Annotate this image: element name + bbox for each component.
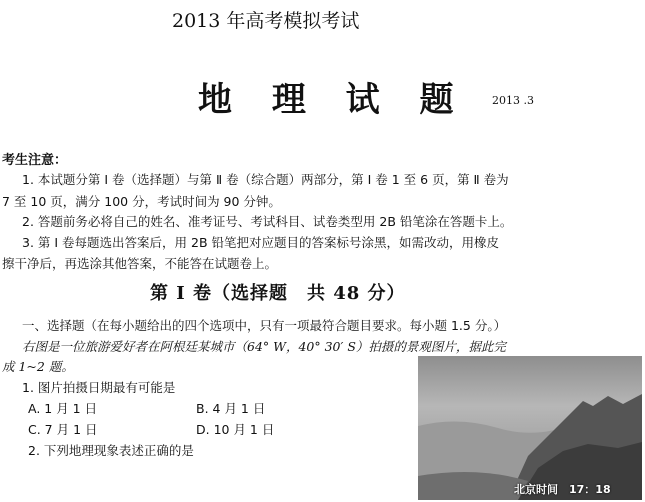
section-instruction: 一、选择题（在每小题给出的四个选项中，只有一项最符合题目要求。每小题 1.5 分。） xyxy=(22,318,507,333)
option-c: C. 7 月 1 日 xyxy=(28,422,98,437)
option-d: D. 10 月 1 日 xyxy=(196,422,275,437)
landscape-photo xyxy=(418,356,642,500)
intro-text: 右图是一位旅游爱好者在阿根廷某城市（64° W，40° 30′ S）拍摄的景观图片，据此完 xyxy=(22,339,506,354)
notice-line: 7 至 10 页，满分 100 分，考试时间为 90 分钟。 xyxy=(2,194,281,209)
section-title: 第 Ⅰ 卷（选择题 共 48 分） xyxy=(150,283,406,304)
photo-scene xyxy=(418,356,642,500)
notice-heading: 考生注意： xyxy=(2,153,68,168)
question-2: 2. 下列地理现象表述正确的是 xyxy=(28,443,194,458)
intro-text: 成 1~2 题。 xyxy=(2,359,74,374)
notice-line: 擦干净后，再选涂其他答案，不能答在试题卷上。 xyxy=(2,256,278,271)
option-a: A. 1 月 1 日 xyxy=(28,401,98,416)
exam-title: 2013 年高考模拟考试 xyxy=(172,10,360,32)
notice-line: 2. 答题前务必将自己的姓名、准考证号、考试科目、试卷类型用 2B 铅笔涂在答题卡上。 xyxy=(22,214,513,229)
notice-line: 3. 第 Ⅰ 卷每题选出答案后，用 2B 铅笔把对应题目的答案标号涂黑，如需改动，用橡皮 xyxy=(22,235,500,250)
subject-title: 地 理 试 题 xyxy=(198,80,468,120)
exam-date: 2013 .3 xyxy=(492,94,534,107)
option-b: B. 4 月 1 日 xyxy=(196,401,266,416)
notice-line: 1. 本试题分第 Ⅰ 卷（选择题）与第 Ⅱ 卷（综合题）两部分，第 Ⅰ 卷 1 至 6 页，第 Ⅱ 卷为 xyxy=(22,172,509,187)
question-1: 1. 图片拍摄日期最有可能是 xyxy=(22,380,176,395)
photo-caption: 北京时间 17：18 xyxy=(514,483,611,496)
